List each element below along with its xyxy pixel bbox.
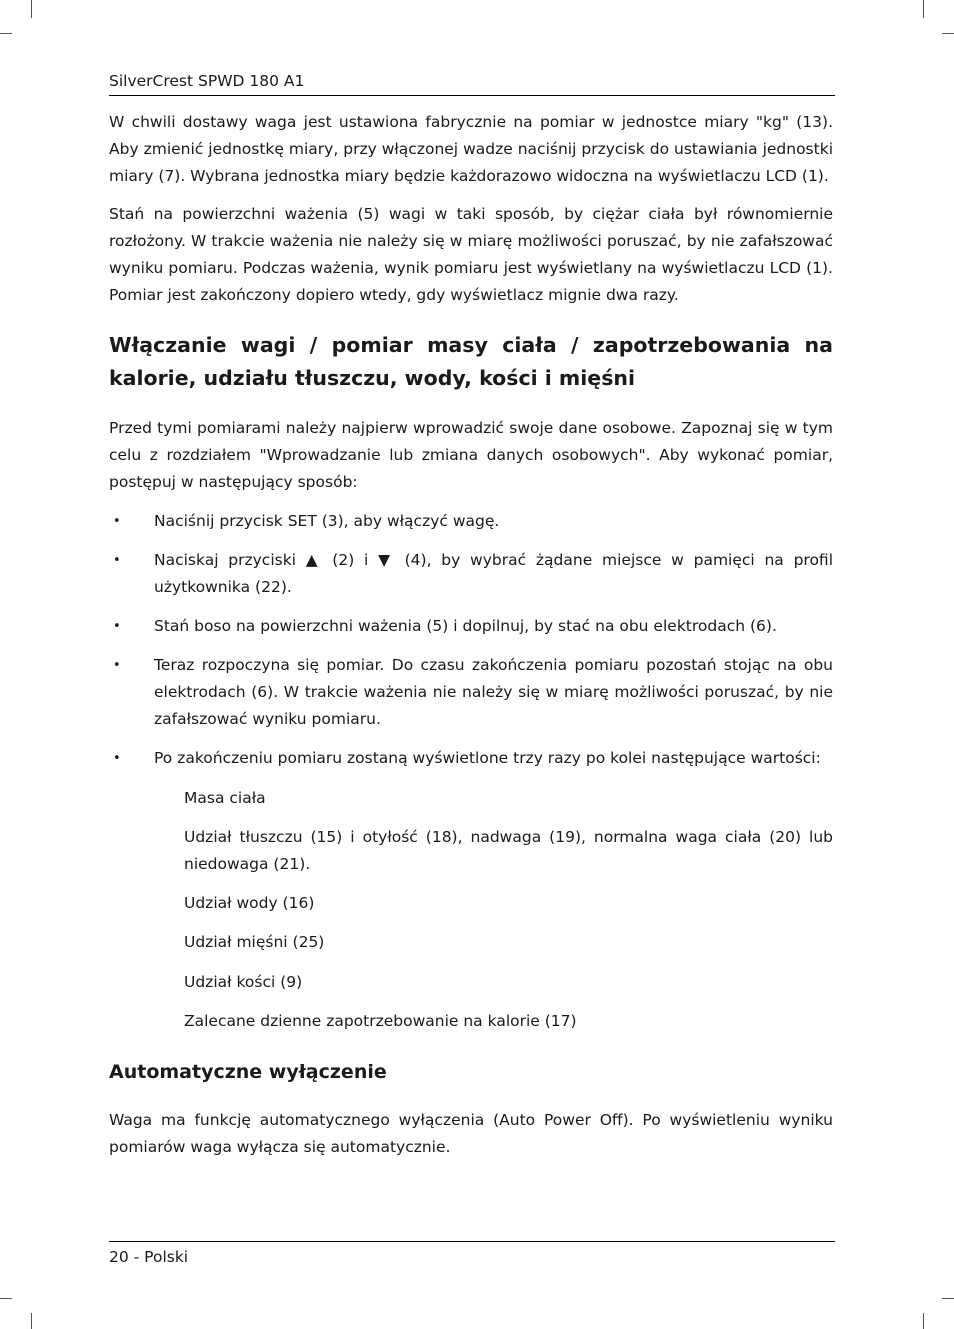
section-paragraph: Waga ma funkcję automatycznego wyłączenia (Auto Power Off). Po wyświetleniu wyniku pomiarów waga wyłącza się automatycznie. [109,1111,833,1156]
page-number: 20 - Polski [109,1248,189,1266]
list-item-text: Teraz rozpoczyna się pomiar. Do czasu zakończenia pomiaru pozostań stojąc na obu elektrodach (6). W trakcie ważenia nie należy się w miarę możliwości poruszać, by nie zafałszować wyniku pomiaru. [154,656,833,728]
crop-mark [31,0,32,18]
value-item: Masa ciała [184,789,266,807]
intro-paragraph: Stań na powierzchni ważenia (5) wagi w taki sposób, by ciężar ciała był równomiernie rozłożony. W trakcie ważenia nie należy się w miarę możliwości poruszać, by nie zafałszować wyniku pomiaru. Podczas ważenia, wynik pomiaru jest wyświetlany na wyświetlaczu LCD (1). Pomiar jest zakończony dopiero wtedy, gdy wyświetlacz mignie dwa razy. [109,205,833,304]
footer-rule [109,1241,835,1242]
value-item: Udział mięśni (25) [184,933,325,951]
crop-mark [31,1313,32,1329]
list-item-text: Naciśnij przycisk SET (3), aby włączyć wagę. [154,512,500,530]
list-item-text: Po zakończeniu pomiaru zostaną wyświetlone trzy razy po kolei następujące wartości: [154,749,821,767]
crop-mark [0,33,12,34]
bullet-icon: • [113,658,121,673]
value-item: Udział tłuszczu (15) i otyłość (18), nadwaga (19), normalna waga ciała (20) lub niedowaga (21). [184,828,833,873]
section-intro: Przed tymi pomiarami należy najpierw wprowadzić swoje dane osobowe. Zapoznaj się w tym celu z rozdziałem "Wprowadzanie lub zmiana danych osobowych". Aby wykonać pomiar, postępuj w następujący sposób: [109,419,833,491]
value-item: Zalecane dzienne zapotrzebowanie na kalorie (17) [184,1012,577,1030]
header-rule [109,95,835,96]
crop-mark [923,1313,924,1329]
intro-paragraph: W chwili dostawy waga jest ustawiona fabrycznie na pomiar w jednostce miary "kg" (13). Aby zmienić jednostkę miary, przy włączonej wadze naciśnij przycisk do ustawiania jednostki miary (7). Wybrana jednostka miary będzie każdorazowo widoczna na wyświetlaczu LCD (1). [109,113,833,185]
section-heading: Automatyczne wyłączenie [109,1061,387,1083]
value-item: Udział wody (16) [184,894,315,912]
bullet-icon: • [113,514,121,529]
page-header: SilverCrest SPWD 180 A1 [109,72,305,90]
crop-mark [0,1298,12,1299]
crop-mark [923,0,924,18]
bullet-icon: • [113,619,121,634]
crop-mark [942,33,954,34]
section-heading: Włączanie wagi / pomiar masy ciała / zapotrzebowania na kalorie, udziału tłuszczu, wody, kości i mięśni [109,333,833,390]
list-item-text: Stań boso na powierzchni ważenia (5) i dopilnuj, by stać na obu elektrodach (6). [154,617,777,635]
bullet-icon: • [113,751,121,766]
crop-mark [942,1298,954,1299]
list-item-text: Naciskaj przyciski ▲ (2) i ▼ (4), by wybrać żądane miejsce w pamięci na profil użytkownika (22). [154,551,833,596]
value-item: Udział kości (9) [184,973,303,991]
bullet-icon: • [113,553,121,568]
